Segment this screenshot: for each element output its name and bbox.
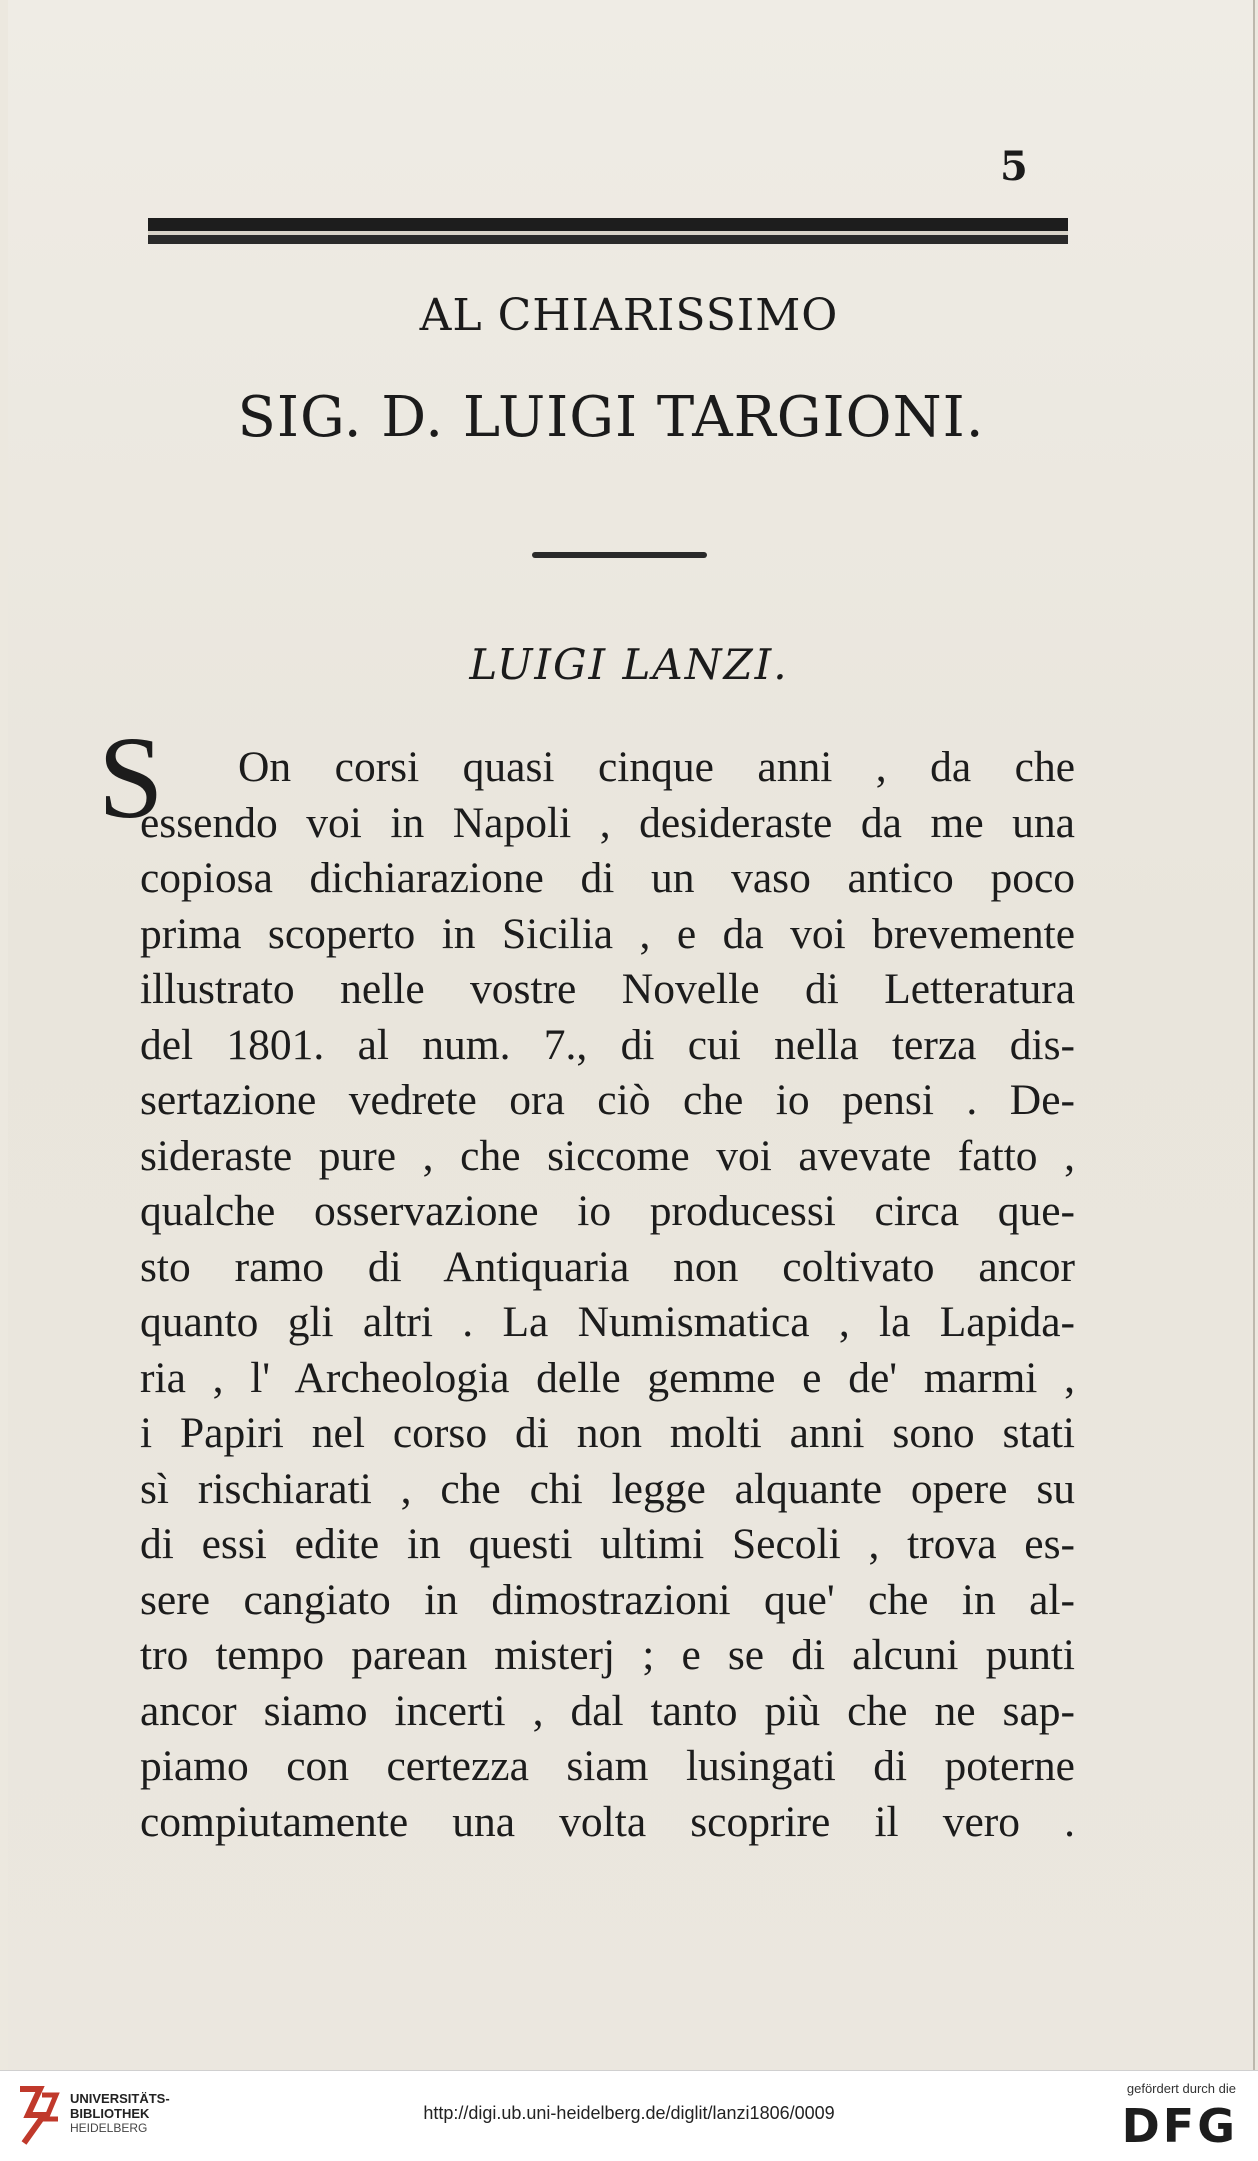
text-line: sere cangiato in dimostrazioni que' che in al- xyxy=(140,1575,1075,1624)
text-line: sì rischiarati , che chi legge alquante opere su xyxy=(140,1464,1075,1513)
page-number: 5 xyxy=(1000,143,1028,190)
text-line: sto ramo di Antiquaria non coltivato ancor xyxy=(140,1242,1075,1291)
top-ornamental-rule xyxy=(148,218,1068,250)
text-line: compiutamente una volta scoprire il vero . xyxy=(140,1797,1075,1846)
text-line: On corsi quasi cinque anni , da che xyxy=(238,743,1075,791)
permalink-url[interactable]: http://digi.ub.uni-heidelberg.de/diglit/lanzi1806/0009 xyxy=(423,2103,835,2123)
text-line: i Papiri nel corso di non molti anni sono stati xyxy=(140,1409,1075,1457)
top-rule-thick xyxy=(148,218,1068,231)
short-divider-rule xyxy=(532,552,707,558)
text-line: ancor siamo incerti , dal tanto più che ne sap- xyxy=(140,1686,1075,1735)
body-paragraph xyxy=(140,740,1075,1850)
text-line: del 1801. al num. 7., di cui nella terza dis- xyxy=(140,1020,1075,1069)
library-name-line3: HEIDELBERG xyxy=(70,2121,148,2135)
dedication-heading: AL CHIARISSIMO xyxy=(419,290,839,341)
drop-capital: S xyxy=(98,712,164,843)
text-line: copiosa dichiarazione di un vaso antico poco xyxy=(140,854,1075,902)
funded-by-label: gefördert durch die xyxy=(1126,2081,1236,2096)
dfg-logo: DFG xyxy=(1121,2099,1238,2153)
viewer-footer xyxy=(0,2070,1258,2161)
text-line: di essi edite in questi ultimi Secoli , trova es- xyxy=(140,1520,1075,1568)
text-line: ria , l' Archeologia delle gemme e de' marmi , xyxy=(140,1353,1075,1402)
text-line: sertazione vedrete ora ciò che io pensi . De- xyxy=(140,1076,1075,1124)
dedicatee-name: SIG. D. LUIGI TARGIONI. xyxy=(237,385,985,450)
text-line: qualche osservazione io producessi circa que- xyxy=(140,1187,1075,1235)
library-name-line1: UNIVERSITÄTS- xyxy=(70,2091,170,2106)
text-line: illustrato nelle vostre Novelle di Letteratura xyxy=(140,965,1075,1013)
text-line: quanto gli altri . La Numismatica , la Lapida- xyxy=(140,1298,1075,1346)
top-rule-thin xyxy=(148,235,1068,244)
library-name-line2: BIBLIOTHEK xyxy=(70,2106,150,2121)
text-line: sideraste pure , che siccome voi avevate fatto , xyxy=(140,1131,1075,1180)
text-line: piamo con certezza siam lusingati di poterne xyxy=(140,1742,1075,1790)
text-line: essendo voi in Napoli , desideraste da me una xyxy=(140,798,1075,847)
author-name: LUIGI LANZI. xyxy=(469,640,789,689)
text-line: tro tempo parean misterj ; e se di alcuni punti xyxy=(140,1631,1075,1679)
text-line: prima scoperto in Sicilia , e da voi brevemente xyxy=(140,909,1075,958)
